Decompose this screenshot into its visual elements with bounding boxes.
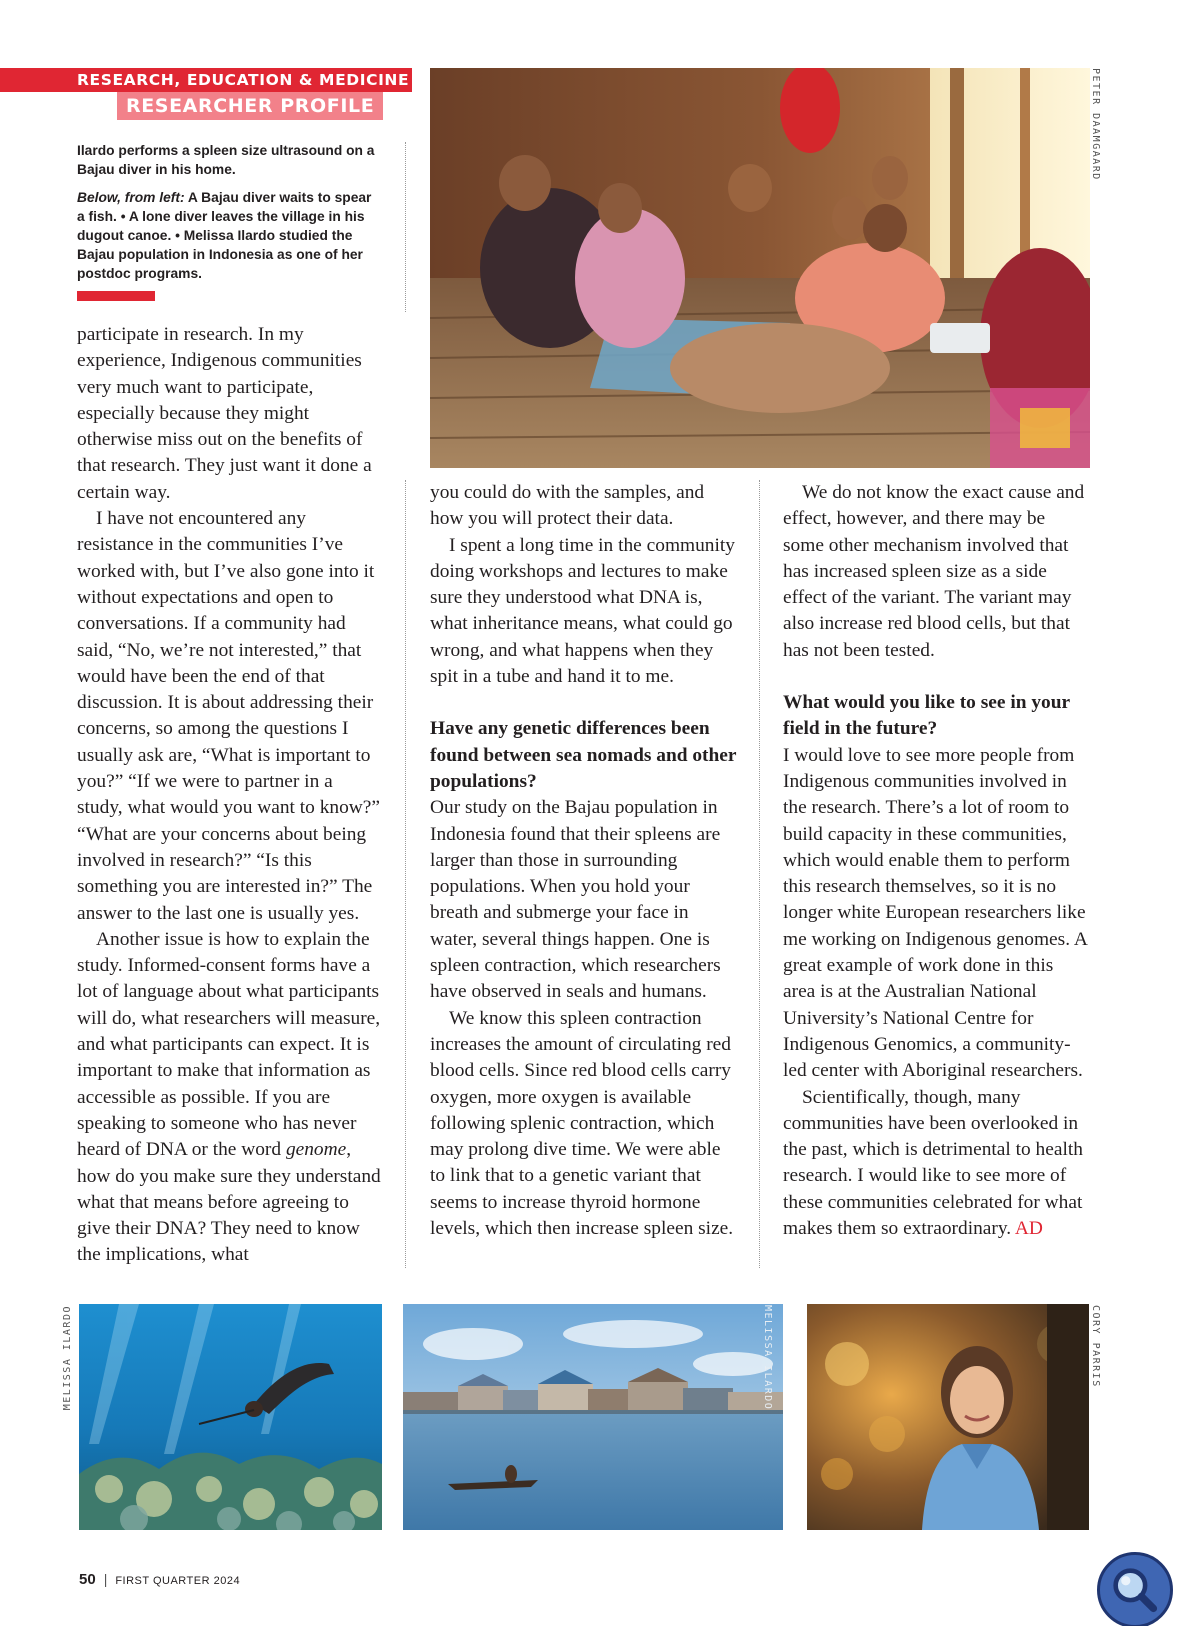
subsection-title: RESEARCHER PROFILE <box>117 92 383 120</box>
caption-rule <box>77 291 155 301</box>
article-column-1 <box>77 322 383 1269</box>
zoom-button[interactable] <box>1097 1552 1173 1626</box>
bajau-diver-underwater-photo <box>79 1304 382 1530</box>
main-photo <box>430 68 1090 468</box>
section-title: RESEARCH, EDUCATION & MEDICINE <box>77 71 410 89</box>
column-divider <box>405 142 406 312</box>
photo-credit: MELISSA ILARDO <box>62 1305 73 1411</box>
caption-main: Ilardo performs a spleen size ultrasound on a Bajau diver in his home. <box>77 143 375 177</box>
paragraph-text: Another issue is how to explain the study. Informed-consent forms have a lot of language about what participants will do, what researchers will measure, and what participants can expect. It is important to make that information as accessible as possible. If you are speaking to someone who has never heard of DNA or the word <box>77 928 381 1161</box>
magnifier-icon <box>1100 1555 1170 1625</box>
paragraph: participate in research. In my experience, Indigenous communities very much want to participate, especially because they might otherwise miss out on the benefits of that research. They just want it done a certain way. <box>77 324 372 503</box>
paragraph-text: Scientifically, though, many communities have been overlooked in the past, which is detrimental to health research. I would like to see more of these communities celebrated for what makes them so extraordinary. <box>783 1086 1083 1240</box>
bottom-photo-1 <box>79 1304 382 1530</box>
caption-secondary <box>77 188 382 283</box>
footer-separator: | <box>103 1571 108 1587</box>
paragraph: We do not know the exact cause and effect, however, and there may be some other mechanism involved that has increased spleen size as a side effect of the variant. The variant may also increase red blood cells, but that has not been tested. <box>783 482 1085 661</box>
issue-label: FIRST QUARTER 2024 <box>115 1575 241 1587</box>
caption-body: A Bajau diver waits to spear a fish. • A lone diver leaves the village in his dugout canoe. • Melissa Ilardo studied the Bajau population in Indonesia as one of her postdoc programs. <box>77 190 372 281</box>
photo-caption <box>77 141 382 292</box>
column-divider <box>759 480 760 1268</box>
page-footer <box>79 1571 240 1589</box>
end-mark: AD <box>1014 1218 1043 1240</box>
paragraph <box>783 1085 1089 1243</box>
column-divider <box>405 480 406 1268</box>
paragraph: I spent a long time in the community doing workshops and lectures to make sure they understood what DNA is, what inheritance means, what could go wrong, and what happens when they spit in a tube and hand it to me. <box>430 534 735 688</box>
bottom-photo-2 <box>403 1304 783 1530</box>
photo-credit: PETER DAAMGAARD <box>1090 68 1101 181</box>
paragraph: Our study on the Bajau population in Indonesia found that their spleens are larger than those in surrounding populations. When you hold your breath and submerge your face in water, several things happen. One is spleen contraction, which researchers have observed in seals and humans. <box>430 797 721 1003</box>
interview-question: What would you like to see in your field in the future? <box>783 692 1070 740</box>
photo-credit: CORY PARRIS <box>1090 1305 1101 1388</box>
dugout-canoe-village-photo <box>403 1304 783 1530</box>
melissa-ilardo-portrait-photo <box>807 1304 1089 1530</box>
paragraph: We know this spleen contraction increases the amount of circulating red blood cells. Since red blood cells carry oxygen, more oxygen is available following splenic contraction, which may prolong dive time. We were able to link that to a genetic variant that seems to increase thyroid hormone levels, which then increase spleen size. <box>430 1007 734 1240</box>
paragraph: I have not encountered any resistance in the communities I’ve worked with, but I’ve also gone into it without expectations and open to conversations. If a community had said, “No, we’re not interested,” that would have been the end of that discussion. It is about addressing their concerns, so among the questions I usually ask are, “What is important to you?” “If we were to partner in a study, what would you want to know?” “What are your concerns about being involved in research?” “Is this something you are interested in?” The answer to the last one is usually yes. <box>77 508 381 924</box>
paragraph-text: , how do you make sure they understand what that means before agreeing to give their DNA? They need to know the implications, what <box>77 1139 381 1266</box>
caption-lead: Below, from left: <box>77 190 185 205</box>
article-column-2 <box>430 480 740 1242</box>
emphasis-text: genome <box>285 1139 347 1161</box>
paragraph <box>77 927 383 1269</box>
paragraph: you could do with the samples, and how you will protect their data. <box>430 482 705 530</box>
ultrasound-in-home-photo <box>430 68 1090 468</box>
paragraph: I would love to see more people from Indigenous communities involved in the research. There’s a lot of room to build capacity in these communities, which would enable them to perform this research themselves, so it is no longer white European researchers like me working on Indigenous genomes. A great example of work done in this area is at the Australian National University’s National Centre for Indigenous Genomics, a community-led center with Aboriginal researchers. <box>783 744 1087 1082</box>
article-column-3 <box>783 480 1089 1242</box>
photo-credit: MELISSA ILARDO <box>762 1305 773 1411</box>
bottom-photo-3 <box>807 1304 1089 1530</box>
interview-question: Have any genetic differences been found between sea nomads and other populations? <box>430 718 737 792</box>
page-number: 50 <box>79 1571 96 1588</box>
